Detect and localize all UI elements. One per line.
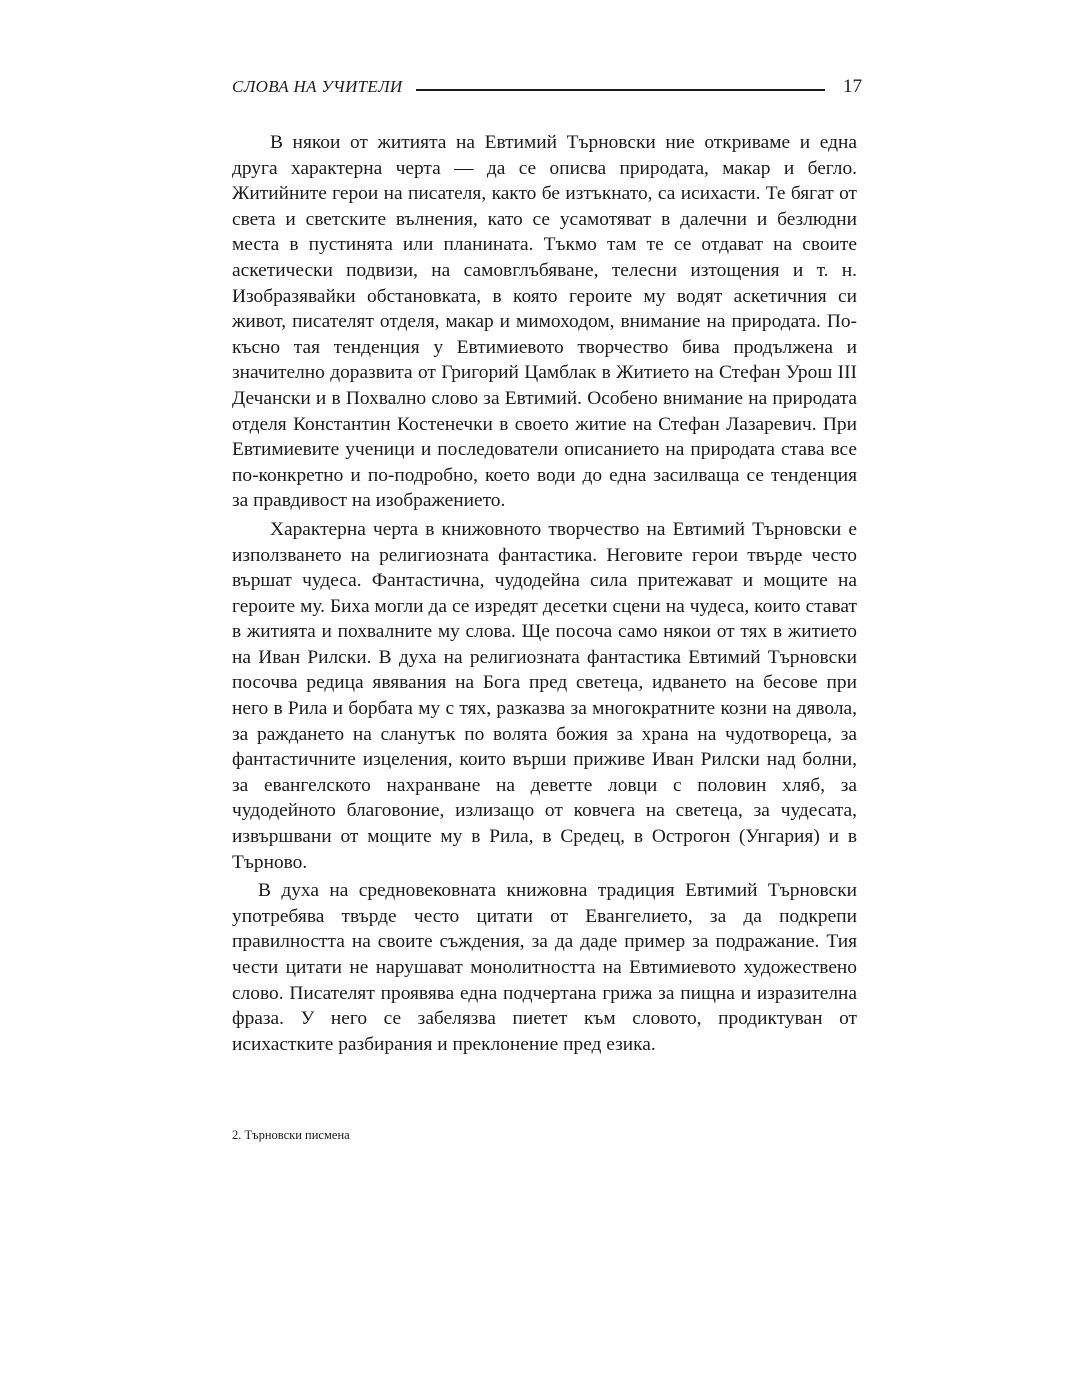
paragraph-religious-fantasy: Характерна черта в книжовното творчество на Евтимий Търновски е използването на религиозната фантастика. Неговите герои твърде често вършат чудеса. Фантастична, чудодейна сила притежават и мощите на героите му. Биха могли да се изредят десетки сцени на чудеса, които стават в житията и похвалните му слова. Ще посоча само някои от тях в житието на Иван Рилски. В духа на религиозната фантастика Евтимий Търновски посочва редица явявания на Бога пред светеца, идването на бесове при него в Рила и борбата му с тях, разказва за многократните козни на дявола, за раждането на сланутък по волята божия за храна на чудотвореца, за фантастичните изцеления, които върши приживе Иван Рилски над болни, за евангелското нахранване на деветте ловци с половин хляб, за чудодейното благовоние, излизащо от ковчега на светеца, за чудесата, извършвани от мощите му в Рила, в Средец, в Острогон (Унгария) и в Търново. [232,518,857,873]
paragraph-nature-description: В някои от житията на Евтимий Търновски ние откриваме и една друга характерна черта — да се описва природата, макар и бегло. Житийните герои на писателя, както бе изтъкнато, са исихасти. Те бягат от света и светските вълнения, като се усамотяват в далечни и безлюдни места в пустинята или планината. Тъкмо там те се отдават на своите аскетически подвизи, на самовглъбяване, телесни изтощения и т. н. Изобразявайки обстановката, в която героите му водят аскетичния си живот, писателят отделя, макар и мимоходом, внимание на природата. По-късно тая тенденция у Евтимиевото творчество бива продължена и значително доразвита от Григорий Цамблак в Житието на Стефан Урош III Дечански и в Похвално слово за Евтимий. Особено внимание на природата отделя Константин Костенечки в своето житие на Стефан Лазаревич. При Евтимиевите ученици и последователи описанието на природата става все по-конкретно и по-подробно, което води до една засилваща се тенденция за правдивост на изображението. [232,132,857,512]
page-number: 17 [843,76,862,97]
running-head-title: СЛОВА НА УЧИТЕЛИ [232,77,403,96]
paragraph-gospel-quotations: В духа на средновековната книжовна традиция Евтимий Търновски употребява твърде често цитати от Евангелието, за да подкрепи правилността на своите съждения, за да даде пример за подражание. Тия чести цитати не нарушават монолитността на Евтимиевото художествено слово. Писателят проявява една подчертана грижа за пищна и изразителна фраза. У него се забелязва пиетет към словото, продиктуван от исихастките разбирания и преклонение пред езика. [232,880,857,1055]
printer-signature: 2. Търновски писмена [232,1128,350,1142]
running-head-rule [416,89,825,91]
body-text [232,130,857,1057]
running-head [232,72,862,102]
